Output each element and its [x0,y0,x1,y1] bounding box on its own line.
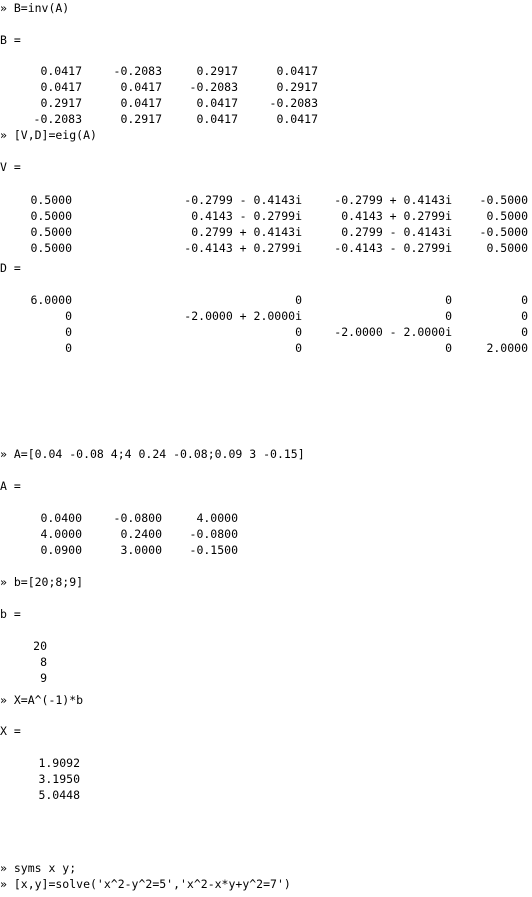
matrix-row [0,111,532,127]
matrix-cell: 0 [295,325,302,339]
matrix-cell: 0 [65,309,72,323]
matrix-cell: -0.5000 [479,193,528,207]
matrix-cell: 0.5000 [30,209,72,223]
matrix-row [0,308,532,324]
matrix-row [0,240,532,256]
matrix-cell: 0.4143 - 0.2799i [191,209,302,223]
matrix-cell: 3.1950 [38,772,80,786]
matrix-row [0,526,532,542]
variable-name: b = [0,607,21,621]
matrix-row [0,208,532,224]
command-line[interactable]: » [x,y]=solve('x^2-y^2=5','x^2-x*y+y^2=7') [0,877,291,891]
matrix-cell: 0.4143 + 0.2799i [341,209,452,223]
matrix-cell: 6.0000 [30,293,72,307]
matrix-cell: 0.2799 - 0.4143i [341,225,452,239]
variable-name: V = [0,160,21,174]
matrix-cell: -2.0000 + 2.0000i [184,309,302,323]
command-line: » B=inv(A) [0,1,70,15]
matrix-cell: 0 [65,325,72,339]
matrix-cell: -0.2799 - 0.4143i [184,193,302,207]
matrix-cell: 0.0417 [276,64,318,78]
matrix-cell: 20 [33,639,47,653]
matrix-row [0,192,532,208]
matrix-cell: 0 [521,309,528,323]
matrix-cell: 0 [295,293,302,307]
variable-name: B = [0,33,21,47]
matrix-cell: 5.0448 [38,788,80,802]
matrix-cell: -0.5000 [479,225,528,239]
matrix-cell: -0.2083 [113,64,162,78]
matrix-cell: 3.0000 [120,543,162,557]
matrix-row [0,63,532,79]
matrix-cell: 0 [521,325,528,339]
variable-name: X = [0,724,21,738]
matrix-cell: 0.5000 [486,241,528,255]
matrix-cell: -2.0000 - 2.0000i [334,325,452,339]
matrix-cell: 0.2799 + 0.4143i [191,225,302,239]
matrix-cell: 0.0417 [196,112,238,126]
command-line: » b=[20;8;9] [0,575,84,589]
matrix-cell: -0.2083 [189,80,238,94]
matrix-cell: -0.1500 [189,543,238,557]
matrix-cell: 0.0400 [40,511,82,525]
matrix-cell: 0.5000 [30,225,72,239]
matrix-row [0,340,532,356]
matrix-cell: 2.0000 [486,341,528,355]
matrix-cell: -0.2083 [33,112,82,126]
variable-name: A = [0,479,21,493]
matrix-cell: -0.0800 [189,527,238,541]
matrix-cell: 0.5000 [30,241,72,255]
matrix-row [0,324,532,340]
matrix-row [0,654,532,670]
matrix-row [0,542,532,558]
matrix-row [0,638,532,654]
matrix-cell: 4.0000 [196,511,238,525]
matrix-cell: 9 [40,671,47,685]
matrix-cell: 0.5000 [486,209,528,223]
matrix-row [0,787,532,803]
matrix-row [0,510,532,526]
matrix-cell: 0.2917 [196,64,238,78]
matrix-cell: 0.0417 [120,80,162,94]
matrix-cell: 0.2917 [276,80,318,94]
matrix-cell: -0.0800 [113,511,162,525]
matrix-row [0,771,532,787]
matrix-cell: 0.2917 [120,112,162,126]
matrix-cell: 0.0417 [40,80,82,94]
matrix-cell: 8 [40,655,47,669]
matrix-cell: 0.2400 [120,527,162,541]
matrix-cell: 0.2917 [40,96,82,110]
matrix-row [0,79,532,95]
matrix-cell: 0.0417 [120,96,162,110]
matrix-cell: 0.0900 [40,543,82,557]
command-line: » X=A^(-1)*b [0,693,84,707]
matrix-row [0,224,532,240]
matrix-row [0,95,532,111]
matrix-cell: 0 [295,341,302,355]
matrix-cell: 0 [445,309,452,323]
command-line: » [V,D]=eig(A) [0,128,97,142]
matrix-row [0,292,532,308]
variable-name: D = [0,261,21,275]
matrix-cell: 0 [521,293,528,307]
matrix-cell: 0 [445,341,452,355]
matrix-cell: 0.5000 [30,193,72,207]
matrix-cell: -0.4143 - 0.2799i [334,241,452,255]
matrix-cell: 0 [65,341,72,355]
matrix-cell: 4.0000 [40,527,82,541]
matrix-cell: 1.9092 [38,756,80,770]
matrix-row [0,670,532,686]
matrix-cell: -0.2083 [269,96,318,110]
command-line: » syms x y; [0,861,77,875]
matrix-cell: -0.2799 + 0.4143i [334,193,452,207]
matrix-cell: 0.0417 [40,64,82,78]
matrix-cell: -0.4143 + 0.2799i [184,241,302,255]
matrix-cell: 0.0417 [276,112,318,126]
matrix-cell: 0 [445,293,452,307]
matrix-cell: 0.0417 [196,96,238,110]
command-line: » A=[0.04 -0.08 4;4 0.24 -0.08;0.09 3 -0.15] [0,447,305,461]
matrix-row [0,755,532,771]
